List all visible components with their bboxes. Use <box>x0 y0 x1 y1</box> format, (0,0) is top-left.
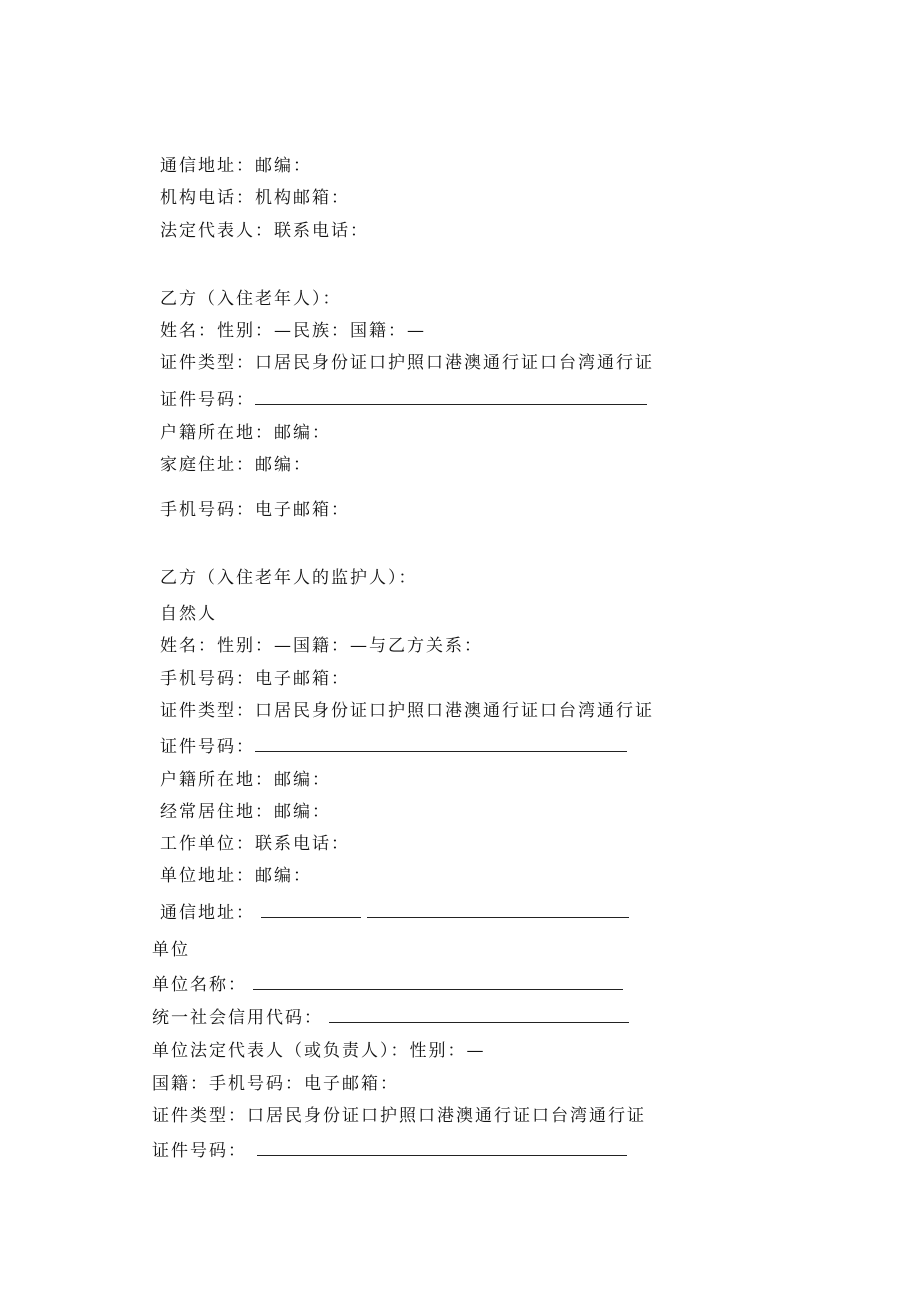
yi-id-no-line <box>160 389 647 411</box>
unit-name-label: 单位名称： <box>152 975 247 995</box>
unit-heading: 单位 <box>152 940 190 960</box>
unit-credit-line <box>152 1007 629 1029</box>
natural-id-no-blank[interactable] <box>255 737 627 752</box>
natural-residence-line: 经常居住地：邮编： <box>160 802 331 822</box>
unit-name-blank[interactable] <box>253 975 623 990</box>
natural-id-type-line: 证件类型：口居民身份证口护照口港澳通行证口台湾通行证 <box>160 701 654 721</box>
yi-hukou-line: 户籍所在地：邮编： <box>160 423 331 443</box>
yi-name-line: 姓名：性别：—民族：国籍：— <box>160 321 426 341</box>
unit-id-no-label: 证件号码： <box>152 1141 247 1161</box>
yi-home-line: 家庭住址：邮编： <box>160 455 312 475</box>
unit-credit-blank[interactable] <box>329 1008 629 1023</box>
natural-id-no-label: 证件号码： <box>160 737 255 757</box>
yi-id-type-line: 证件类型：口居民身份证口护照口港澳通行证口台湾通行证 <box>160 353 654 373</box>
natural-heading: 自然人 <box>160 604 217 624</box>
jia-phone-line: 机构电话：机构邮箱： <box>160 188 350 208</box>
unit-id-type-line: 证件类型：口居民身份证口护照口港澳通行证口台湾通行证 <box>152 1106 646 1126</box>
yi-mobile-line: 手机号码：电子邮箱： <box>160 500 350 520</box>
natural-mail-addr-blank-1[interactable] <box>261 903 361 918</box>
yi-id-no-label: 证件号码： <box>160 390 255 410</box>
natural-mail-addr-blank-2[interactable] <box>367 903 629 918</box>
unit-id-no-line <box>152 1140 627 1162</box>
natural-hukou-line: 户籍所在地：邮编： <box>160 770 331 790</box>
unit-id-no-blank[interactable] <box>257 1141 627 1156</box>
guardian-title: 乙方（入住老年人的监护人）： <box>160 568 418 588</box>
natural-id-no-line <box>160 736 627 758</box>
natural-mobile-line: 手机号码：电子邮箱： <box>160 669 350 689</box>
jia-rep-line: 法定代表人：联系电话： <box>160 221 369 241</box>
unit-nation-line: 国籍：手机号码：电子邮箱： <box>152 1074 399 1094</box>
yi-id-no-blank[interactable] <box>255 390 647 405</box>
unit-name-line <box>152 974 623 996</box>
natural-work-addr-line: 单位地址：邮编： <box>160 866 312 886</box>
natural-work-line: 工作单位：联系电话： <box>160 834 350 854</box>
unit-rep-line: 单位法定代表人（或负责人）：性别：— <box>152 1041 486 1061</box>
natural-name-line: 姓名：性别：—国籍：—与乙方关系： <box>160 636 483 656</box>
jia-address-line: 通信地址：邮编： <box>160 156 312 176</box>
unit-credit-label: 统一社会信用代码： <box>152 1008 323 1028</box>
yi-title: 乙方（入住老年人）： <box>160 289 342 309</box>
natural-mail-addr-line <box>160 902 629 924</box>
natural-mail-addr-label: 通信地址： <box>160 903 255 923</box>
